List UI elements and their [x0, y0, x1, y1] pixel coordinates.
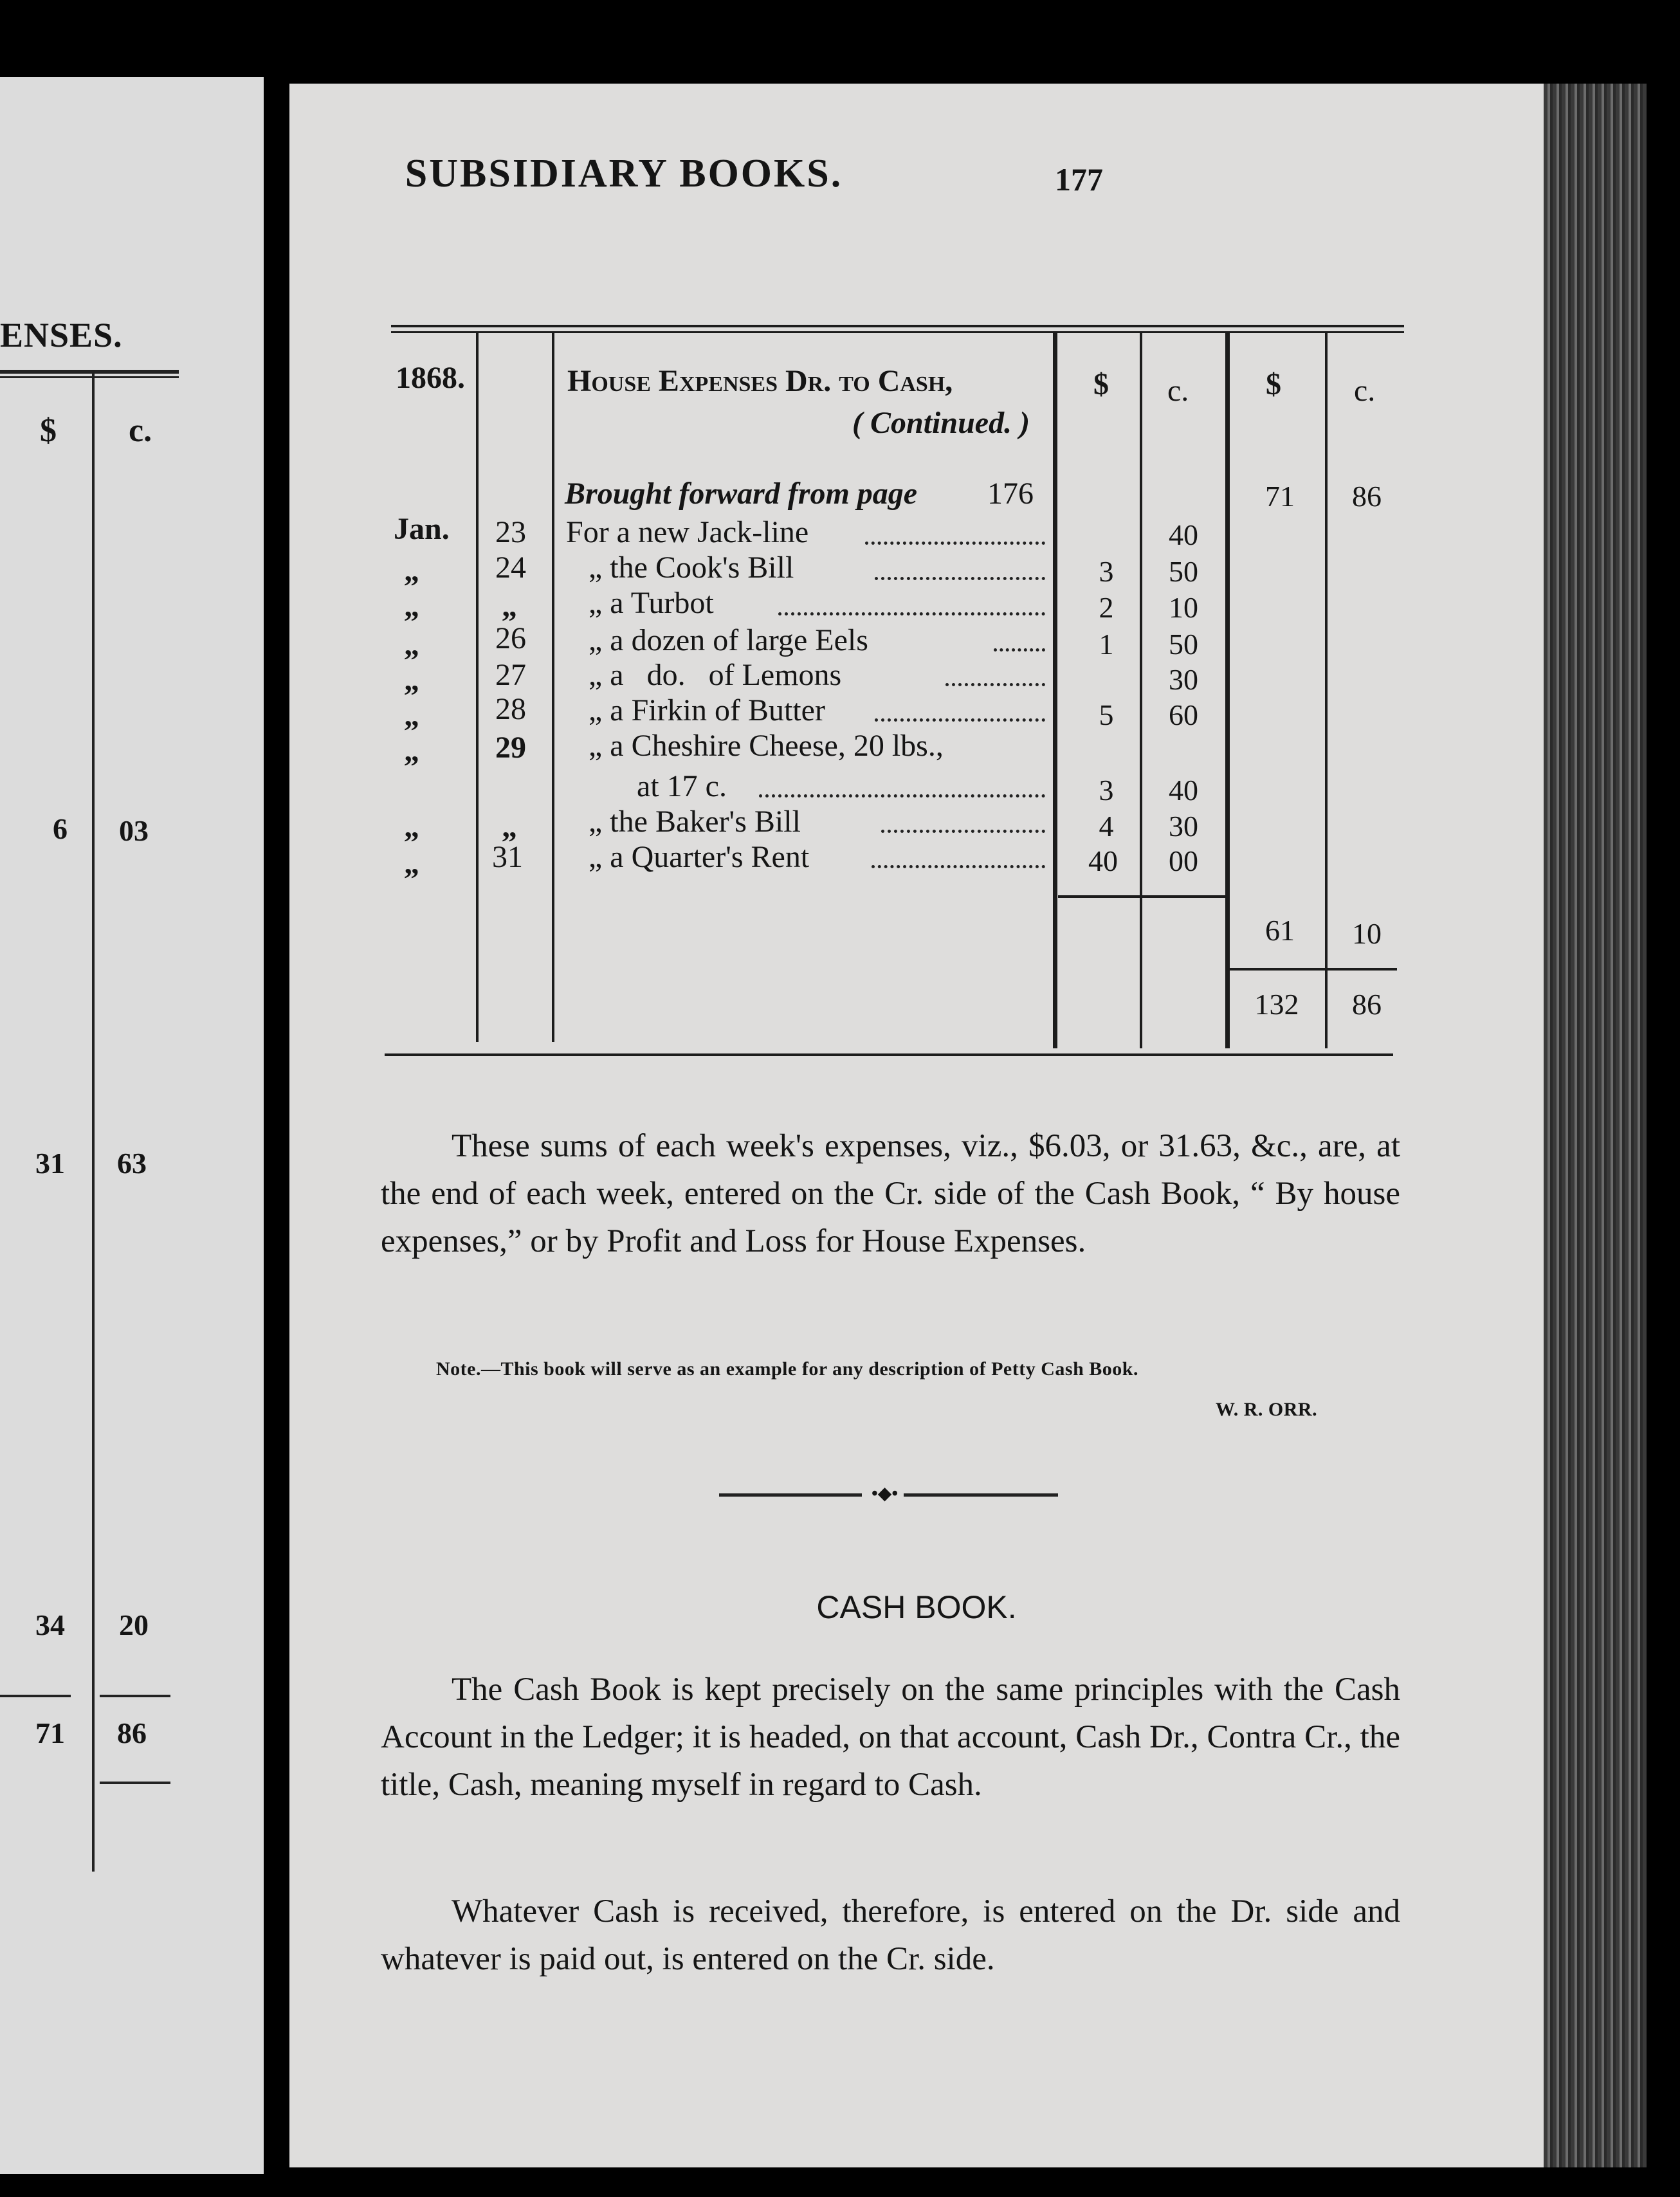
running-title: SUBSIDIARY BOOKS.: [405, 152, 843, 196]
entry-text: „ a Cheshire Cheese, 20 lbs.,: [589, 729, 944, 763]
total-cents-column-line: [1325, 331, 1328, 1048]
left-page-column-line: [92, 373, 95, 1872]
page-number: 177: [1055, 161, 1103, 197]
entry-text: „ the Baker's Bill: [589, 805, 801, 839]
ornament-center: •◆•: [872, 1484, 899, 1504]
cents-column-line: [1140, 331, 1142, 1048]
column-cents-header: c.: [1167, 374, 1189, 408]
section-title: CASH BOOK.: [816, 1589, 1017, 1625]
brought-forward-page: 176: [987, 477, 1034, 511]
left-page-cents: 20: [119, 1609, 149, 1641]
entry-cents: 40: [1169, 518, 1198, 551]
left-page-total-dollars: 71: [35, 1717, 65, 1749]
entry-month: „: [404, 810, 419, 844]
entry-month: Jan.: [394, 512, 450, 546]
total-column-line: [1225, 331, 1230, 1048]
left-page-total-rule: [100, 1695, 170, 1697]
ornament-rule-right: [904, 1493, 1058, 1497]
entry-month: „: [404, 663, 419, 697]
entry-month: „: [404, 628, 419, 662]
entry-dollars: 40: [1088, 844, 1118, 877]
grand-total-dollars: 132: [1254, 988, 1299, 1021]
entry-dollars: 4: [1099, 810, 1114, 843]
grand-total-cents: 86: [1352, 988, 1382, 1021]
entry-cents: 60: [1169, 698, 1198, 731]
left-page-dollars: 6: [53, 812, 68, 845]
left-page-dollar-header: $: [40, 412, 57, 449]
ledger-continued: ( Continued. ): [852, 406, 1030, 440]
entry-dollars: 3: [1099, 555, 1114, 588]
entry-text: „ a do. of Lemons: [589, 658, 842, 692]
entry-cents: 30: [1169, 810, 1198, 843]
leader-dots: [881, 830, 1045, 833]
entry-cents: 50: [1169, 555, 1198, 588]
entry-dollars: 5: [1099, 698, 1114, 731]
entry-text: „ a Quarter's Rent: [589, 840, 810, 874]
brought-forward-dollars: 71: [1265, 480, 1295, 513]
table-bottom-rule: [385, 1053, 1393, 1056]
leader-dots: [759, 794, 1045, 798]
table-top-rule: [391, 325, 1404, 327]
left-page-heading: ENSES.: [0, 316, 123, 354]
left-page-dollars: 34: [35, 1609, 65, 1641]
entry-cents: 40: [1169, 774, 1198, 807]
entry-month: „: [404, 589, 419, 623]
left-page-cents-header: c.: [129, 412, 152, 449]
entry-day: 28: [495, 692, 526, 726]
leader-dots: [945, 683, 1045, 686]
subtotal-rule: [1058, 895, 1225, 898]
leader-dots: [778, 612, 1045, 615]
left-page-total-rule: [0, 1695, 71, 1697]
paragraph-cash-book: The Cash Book is kept precisely on the same principles with the Cash Account in the Ledger; it is headed, on that account, Cash Dr., Contra Cr., the title, Cash, meaning myself in regard to Cash.: [381, 1672, 1400, 1803]
entry-month: „: [404, 846, 419, 880]
total-rule: [1228, 968, 1397, 971]
entry-day: „: [502, 589, 517, 623]
entry-text: „ a Turbot: [589, 586, 714, 620]
ledger-year: 1868.: [396, 361, 465, 395]
left-page-total-cents: 86: [117, 1717, 147, 1749]
entry-cents: 30: [1169, 663, 1198, 696]
note-author: W. R. ORR.: [1216, 1399, 1318, 1420]
left-page-cents: 63: [117, 1147, 147, 1180]
entry-day: 23: [495, 515, 526, 549]
paragraph-cash-sides: Whatever Cash is received, therefore, is entered on the Dr. side and whatever is paid out, is entered on the Cr. side.: [381, 1893, 1400, 1977]
entry-day: „: [502, 810, 517, 844]
entry-text: „ the Cook's Bill: [589, 551, 794, 585]
entry-text: „ a Firkin of Butter: [589, 693, 825, 727]
leader-dots: [875, 577, 1045, 580]
leader-dots: [994, 648, 1045, 652]
total-dollar-header: $: [1266, 367, 1281, 401]
note: Note.—This book will serve as an example for any description of Petty Cash Book.: [436, 1358, 1138, 1380]
entry-cents: 00: [1169, 844, 1198, 877]
entry-dollars: 3: [1099, 774, 1114, 807]
entry-month: „: [404, 554, 419, 588]
column-dollar-header: $: [1093, 367, 1109, 401]
entry-month: „: [404, 698, 419, 733]
leader-dots: [865, 542, 1045, 545]
left-page-rule: [0, 370, 179, 374]
entry-day: 31: [492, 840, 523, 874]
left-page-cents: 03: [119, 814, 149, 847]
ornament-rule-left: [719, 1493, 862, 1497]
entry-day: 29: [495, 731, 526, 765]
entry-month: „: [404, 734, 419, 768]
table-top-rule-thin: [391, 331, 1404, 333]
left-page-rule-thin: [0, 376, 179, 378]
left-page-dollars: 31: [35, 1147, 65, 1180]
entry-dollars: 1: [1099, 628, 1114, 661]
page-edge: [1544, 84, 1647, 2167]
total-cents-header: c.: [1354, 374, 1376, 408]
entry-day: 26: [495, 621, 526, 655]
left-page: [0, 77, 264, 2174]
entry-text: „ a dozen of large Eels: [589, 623, 868, 657]
entry-day: 24: [495, 551, 526, 585]
entry-dollars: 2: [1099, 591, 1114, 624]
leader-dots: [875, 718, 1045, 722]
leader-dots: [872, 865, 1045, 868]
entry-day: 27: [495, 658, 526, 692]
brought-forward-label: Brought forward from page: [565, 477, 918, 511]
paragraph-weekly-expenses: These sums of each week's expenses, viz., $6.03, or 31.63, &c., are, at the end of each week, entered on the Cr. side of the Cash Book, “ By house expenses,” or by Profit and Loss for House Expenses.: [381, 1128, 1400, 1259]
ledger-title: House Expenses Dr. to Cash,: [567, 364, 953, 398]
amount-column-line: [1053, 331, 1057, 1048]
entry-cents: 50: [1169, 628, 1198, 661]
week-total-dollars: 61: [1265, 914, 1295, 947]
entry-cents: 10: [1169, 591, 1198, 624]
day-column-line: [552, 331, 554, 1042]
left-page-bottom-rule: [100, 1782, 170, 1784]
entry-text: at 17 c.: [637, 769, 727, 803]
date-column-line: [476, 331, 479, 1042]
week-total-cents: 10: [1352, 917, 1382, 950]
entry-text: For a new Jack-line: [566, 515, 809, 549]
brought-forward-cents: 86: [1352, 480, 1382, 513]
